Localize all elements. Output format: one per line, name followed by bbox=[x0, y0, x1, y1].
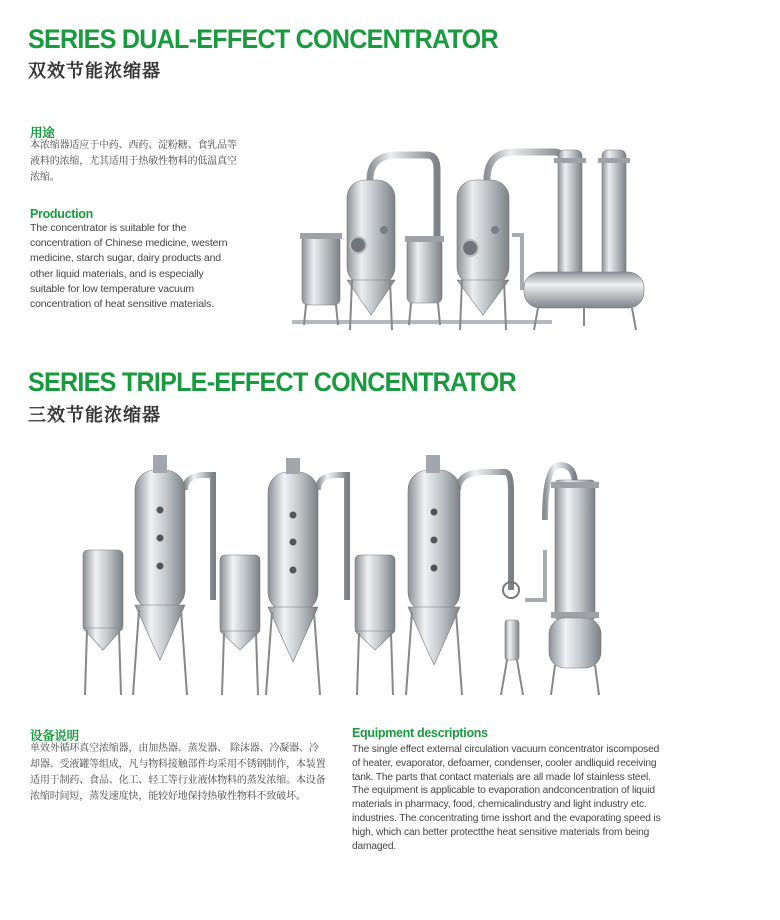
desc-cn-line: 适用于制药、食品、化工、轻工等行业液体物料的蒸发浓缩。本设备 bbox=[30, 775, 326, 786]
receiver-tank bbox=[220, 555, 260, 695]
usage-heading: 用途 bbox=[30, 126, 55, 140]
usage-line: 浓缩。 bbox=[30, 172, 60, 183]
usage-line: 本浓缩器适应于中药、西药、淀粉糖、食乳品等 bbox=[30, 140, 237, 151]
desc-en-line: damaged. bbox=[352, 840, 397, 852]
desc-en-heading: Equipment descriptions bbox=[352, 726, 488, 740]
production-heading: Production bbox=[30, 207, 93, 221]
evaporator bbox=[133, 455, 213, 695]
production-line: other liquid materials, and is especially bbox=[30, 267, 204, 280]
production-line: medicine, starch sugar, dairy products and bbox=[30, 252, 221, 265]
desc-cn-line: 浓缩时间短，蒸发速度快，能较好地保持热敏性物料不致破坏。 bbox=[30, 791, 306, 802]
triple-effect-concentrator-image bbox=[75, 450, 615, 705]
dual-title-en: SERIES DUAL-EFFECT CONCENTRATOR bbox=[28, 24, 498, 54]
dual-effect-concentrator-image bbox=[292, 140, 652, 335]
condenser bbox=[545, 465, 601, 695]
desc-en-line: high, which can better protectthe heat sensitive materials from being bbox=[352, 826, 650, 838]
production-line: concentration of heat sensitive materials. bbox=[30, 298, 214, 311]
desc-en-text bbox=[352, 743, 661, 853]
production-line: suitable for low temperature vacuum bbox=[30, 282, 194, 295]
desc-en-line: tank. The parts that contact materials are all made lof stainless steel. bbox=[352, 771, 651, 783]
evaporator bbox=[266, 458, 347, 695]
production-line: The concentrator is suitable for the bbox=[30, 222, 187, 234]
desc-en-line: of heater, evaporator, defoamer, condenser, cooler andliquid receiving bbox=[352, 757, 657, 769]
desc-cn-line: 单效外循环真空浓缩器，由加热器、蒸发器、 除沫器、冷凝器、冷 bbox=[30, 743, 319, 754]
production-text bbox=[30, 221, 227, 312]
receiver-tank bbox=[83, 550, 123, 695]
evaporator bbox=[406, 455, 511, 695]
desc-en-line: The single effect external circulation vacuum concentrator iscomposed bbox=[352, 744, 660, 755]
dual-title-cn: 双效节能浓缩器 bbox=[28, 61, 161, 82]
usage-text bbox=[30, 138, 237, 186]
desc-cn-line: 却器、受液罐等组成，凡与物料接触部件均采用不锈钢制作，本装置 bbox=[30, 759, 326, 770]
triple-title-cn: 三效节能浓缩器 bbox=[28, 405, 161, 426]
desc-cn-text bbox=[30, 741, 326, 805]
receiver-tank bbox=[355, 555, 395, 695]
desc-en-line: The equipment is applicable to evaporation andconcentration of liquid bbox=[352, 785, 655, 797]
production-line: concentration of Chinese medicine, western bbox=[30, 237, 228, 250]
usage-line: 液料的浓缩，尤其适用于热敏性物料的低温真空 bbox=[30, 156, 237, 167]
desc-en-line: materials in pharmacy, food, chemicalindustry and light industry etc. bbox=[352, 799, 647, 811]
desc-en-line: industries. The concentrating time isshort and the evaporating speed is bbox=[352, 812, 661, 824]
triple-title-en: SERIES TRIPLE-EFFECT CONCENTRATOR bbox=[28, 367, 516, 397]
desc-cn-heading: 设备说明 bbox=[30, 729, 79, 743]
